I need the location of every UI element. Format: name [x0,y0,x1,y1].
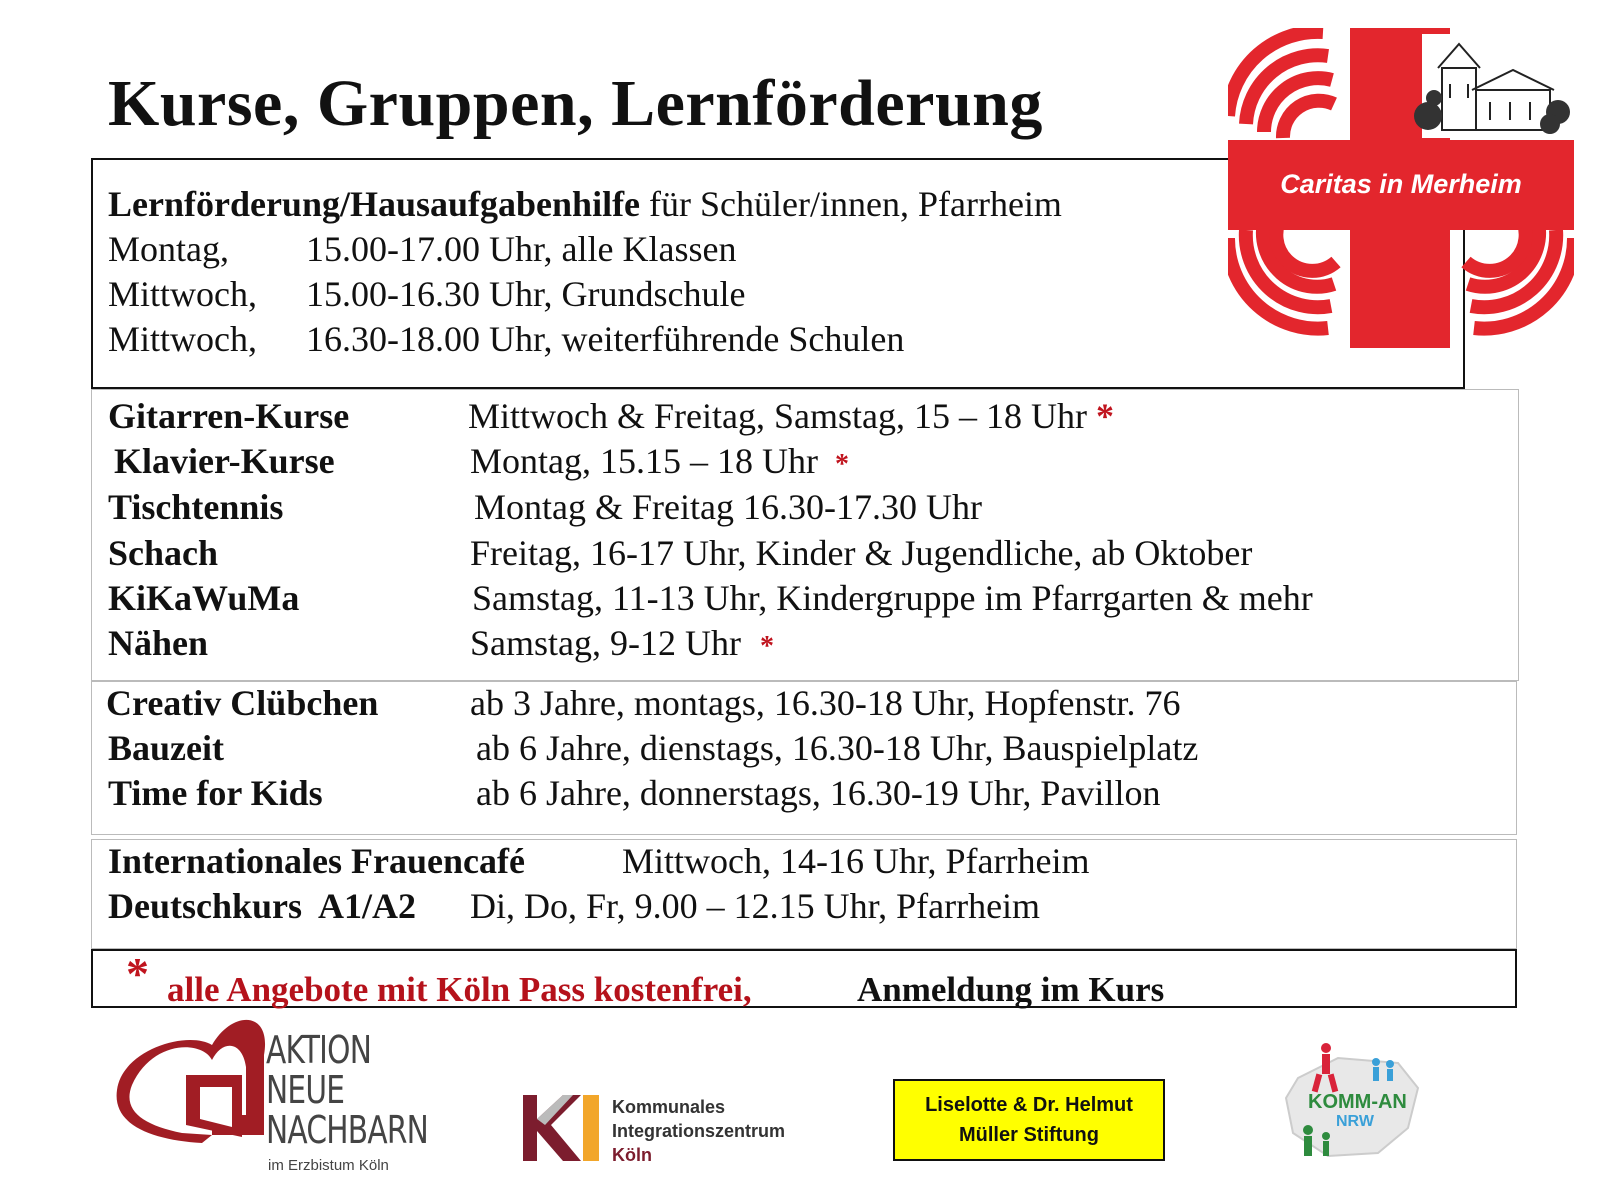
note-asterisk: * [126,948,149,999]
kurs-detail: Freitag, 16-17 Uhr, Kinder & Jugendliche, ab Oktober [470,533,1253,573]
kurs-detail-text: Montag, 15.15 – 18 Uhr [470,441,818,481]
aktion-line: NEUE [266,1068,345,1112]
kurs-detail [470,625,774,661]
lern-row-day: Mittwoch, [108,319,257,359]
kinder-detail: ab 6 Jahre, dienstags, 16.30-18 Uhr, Bauspielplatz [476,728,1199,768]
erwachsene-detail: Di, Do, Fr, 9.00 – 12.15 Uhr, Pfarrheim [470,886,1041,926]
erwachsene-name: Internationales Frauencafé [108,841,525,881]
nrw-text: NRW [1336,1113,1374,1130]
lern-row-detail: 16.30-18.00 Uhr, weiterführende Schulen [306,319,905,359]
kinder-name: Time for Kids [108,773,323,813]
kinder-detail: ab 3 Jahre, montags, 16.30-18 Uhr, Hopfenstr. 76 [470,683,1181,723]
lern-row-day: Mittwoch, [108,274,257,314]
kurs-name: Klavier-Kurse [114,441,335,481]
lernfoerderung-heading-rest: für Schüler/innen, Pfarrheim [649,184,1062,224]
erwachsene-detail: Mittwoch, 14-16 Uhr, Pfarrheim [622,841,1090,881]
ki-line: Kommunales [612,1097,726,1117]
lern-row-detail: 15.00-17.00 Uhr, alle Klassen [306,229,737,269]
kinder-detail: ab 6 Jahre, donnerstags, 16.30-19 Uhr, Pavillon [476,773,1161,813]
ki-logo [515,1093,605,1163]
aktion-line: NACHBARN [266,1108,429,1152]
aktion-line: AKTION [266,1028,372,1072]
kurs-detail [468,398,1114,434]
caritas-logo-text: Caritas in Merheim [1280,169,1522,199]
note-black-text: Anmeldung im Kurs [857,970,1165,1009]
kurs-detail-text: Mittwoch & Freitag, Samstag, 15 – 18 Uhr [468,396,1087,436]
aktion-subtitle: im Erzbistum Köln [268,1157,389,1174]
komm-an-text: KOMM-AN [1308,1091,1407,1113]
aktion-text [266,1030,428,1150]
asterisk: * [759,631,774,662]
stiftung-line: Müller Stiftung [959,1124,1099,1146]
kurs-name: Nähen [108,623,209,663]
kinder-name: Creativ Clübchen [106,683,379,723]
kurs-detail-text: Samstag, 9-12 Uhr [470,623,741,663]
kurs-name: Gitarren-Kurse [108,396,350,436]
lernfoerderung-heading [108,186,1062,222]
kinder-name: Bauzeit [108,728,224,768]
kurs-name: KiKaWuMa [108,578,300,618]
ki-city: Köln [612,1145,652,1165]
lern-row-day: Montag, [108,229,229,269]
kurs-name: Schach [108,533,219,573]
page-title: Kurse, Gruppen, Lernförderung [108,67,1043,140]
asterisk: * [834,449,849,480]
erwachsene-name: Deutschkurs A1/A2 [108,886,417,926]
note-red-text: alle Angebote mit Köln Pass kostenfrei, [167,970,752,1009]
ki-line: Integrationszentrum [612,1121,786,1141]
stiftung-logo [893,1079,1165,1161]
lernfoerderung-heading-bold: Lernförderung/Hausaufgabenhilfe [108,184,641,224]
kurs-name: Tischtennis [108,487,284,527]
stiftung-line: Liselotte & Dr. Helmut [925,1094,1133,1116]
asterisk: * [1095,396,1114,436]
kurs-detail [470,443,849,479]
ki-text [612,1095,785,1167]
komm-an-nrw-logo [1278,1038,1428,1168]
lern-row-detail: 15.00-16.30 Uhr, Grundschule [306,274,746,314]
kurs-detail: Samstag, 11-13 Uhr, Kindergruppe im Pfarrgarten & mehr [472,578,1313,618]
kurs-detail: Montag & Freitag 16.30-17.30 Uhr [474,487,982,527]
